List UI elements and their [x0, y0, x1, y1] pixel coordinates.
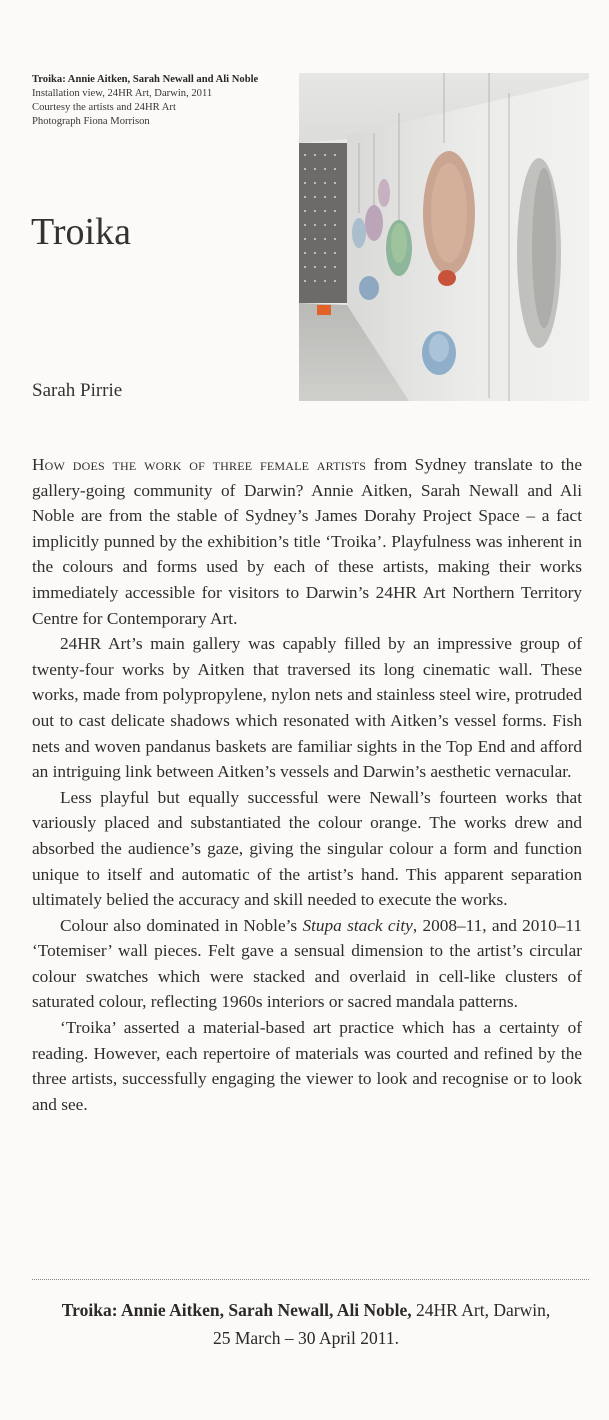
- caption-line: Photograph Fiona Morrison: [32, 116, 150, 127]
- orange-object: [317, 305, 331, 315]
- exhibition-line-1: [20, 1296, 592, 1324]
- caption-title: Troika: Annie Aitken, Sarah Newall and Ali Noble: [32, 74, 259, 85]
- caption-line: Courtesy the artists and 24HR Art: [32, 102, 176, 113]
- article-paragraph: [32, 452, 582, 631]
- exhibition-title: Troika: Annie Aitken, Sarah Newall, Ali Noble,: [61, 1300, 412, 1320]
- article-body: [32, 452, 582, 1117]
- installation-photo-drawing: [299, 73, 589, 401]
- artwork-title: Stupa stack city: [302, 915, 413, 935]
- article-title: Troika: [31, 211, 131, 253]
- end-wall: [299, 143, 347, 303]
- paragraph-text: from Sydney translate to the gallery-going community of Darwin? Annie Aitken, Sarah Newall and Ali Noble are from the stable of Sydney’s James Dorahy Project Space – a fact implicitly punned by the exhibition’s title ‘Troika’. Playfulness was inherent in the colours and forms used by each of these artists, making their works immediately accessible for visitors to Darwin’s 24HR Art Northern Territory Centre for Contemporary Art.: [32, 455, 582, 628]
- exhibition-dates: 25 March – 30 April 2011.: [213, 1328, 399, 1348]
- lead-smallcaps: How does the work of three female artists: [32, 455, 367, 474]
- article-paragraph: 24HR Art’s main gallery was capably filled by an impressive group of twenty-four works by Aitken that traversed its long cinematic wall. These works, made from polypropylene, nylon nets and stainless steel wire, protruded out to cast delicate shadows which resonated with Aitken’s vessel forms. Fish nets and woven pandanus baskets are familiar sights in the Top End and afford an intriguing link between Aitken’s vessels and Darwin’s aesthetic vernacular.: [32, 634, 582, 782]
- caption-line: Installation view, 24HR Art, Darwin, 2011: [32, 88, 213, 99]
- installation-photo: [299, 73, 589, 401]
- image-caption: [32, 73, 307, 129]
- paragraph-text: Colour also dominated in Noble’s: [60, 915, 303, 935]
- article-paragraph: [32, 913, 582, 1015]
- article-paragraph: ‘Troika’ asserted a material-based art practice which has a certainty of reading. However, each repertoire of materials was courted and refined by the three artists, successfully engaging the viewer to look and recognise or to look and see.: [32, 1018, 582, 1114]
- footer-divider: [32, 1279, 589, 1280]
- exhibition-venue: 24HR Art, Darwin,: [411, 1300, 551, 1320]
- article-paragraph: Less playful but equally successful were Newall’s fourteen works that variously placed and substantiated the colour orange. The works drew and absorbed the audience’s gaze, giving the singular colour a form and function unique to itself and automatic of the artist’s hand. This apparent separation ultimately belied the accuracy and skill needed to execute the works.: [32, 787, 582, 910]
- paragraph-text: , 2008–11, and 2010–11 ‘Totemiser’ wall pieces. Felt gave a sensual dimension to the artist’s circular colour swatches which were stacked and overlaid in cell-like clusters of saturated colour, reflecting 1960s interiors or sacred mandala patterns.: [32, 915, 582, 1012]
- article-author: Sarah Pirrie: [32, 380, 123, 401]
- exhibition-details: [20, 1296, 592, 1352]
